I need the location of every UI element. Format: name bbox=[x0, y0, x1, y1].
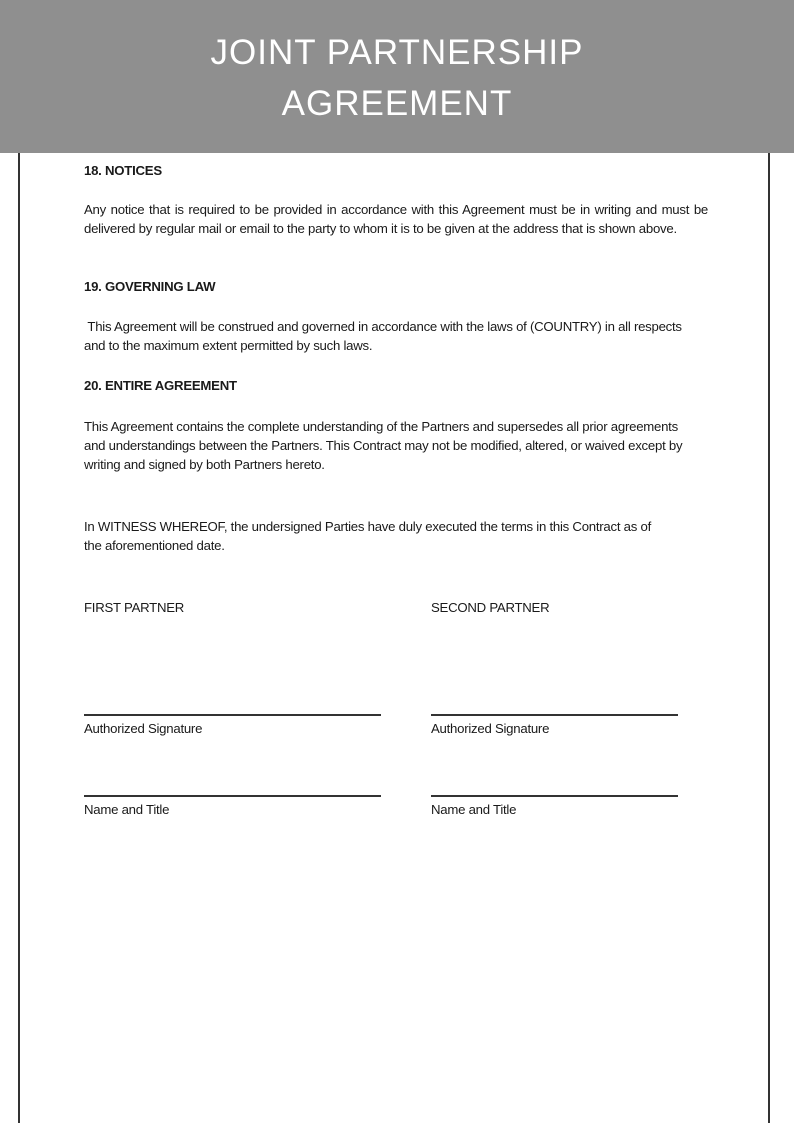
second-signature-line bbox=[431, 714, 678, 716]
document-title-line-1: JOINT PARTNERSHIP bbox=[210, 33, 584, 72]
section-heading-notices: 18. NOTICES bbox=[84, 163, 162, 178]
page-border-right bbox=[768, 153, 770, 1123]
document-title-line-2: AGREEMENT bbox=[281, 84, 513, 123]
section-body-notices: Any notice that is required to be provided in accordance with this Agreement must be in writing and must be delivered by regular mail or email to the party to whom it is to be given at the address that is shown above. bbox=[84, 202, 708, 236]
first-name-line bbox=[84, 795, 381, 797]
first-partner-label: FIRST PARTNER bbox=[84, 600, 185, 615]
second-name-line bbox=[431, 795, 678, 797]
first-authorized-signature-label: Authorized Signature bbox=[84, 721, 203, 736]
second-partner-label: SECOND PARTNER bbox=[431, 600, 550, 615]
section-heading-governing-law: 19. GOVERNING LAW bbox=[84, 279, 216, 294]
header-banner bbox=[0, 0, 794, 153]
witness-clause: In WITNESS WHEREOF, the undersigned Parties have duly executed the terms in this Contract as of the aforementioned date. bbox=[84, 519, 652, 553]
page-border-left bbox=[18, 153, 20, 1123]
second-name-title-label: Name and Title bbox=[431, 802, 517, 817]
first-signature-line bbox=[84, 714, 381, 716]
first-name-title-label: Name and Title bbox=[84, 802, 170, 817]
section-heading-entire-agreement: 20. ENTIRE AGREEMENT bbox=[84, 378, 237, 393]
section-body-governing-law: This Agreement will be construed and governed in accordance with the laws of (COUNTRY) in all respects and to the maximum extent permitted by such laws. bbox=[84, 319, 686, 353]
section-body-entire-agreement: This Agreement contains the complete understanding of the Partners and supersedes all prior agreements and understandings between the Partners. This Contract may not be modified, altered, or waived except by writing and signed by both Partners hereto. bbox=[84, 419, 683, 472]
second-authorized-signature-label: Authorized Signature bbox=[431, 721, 550, 736]
